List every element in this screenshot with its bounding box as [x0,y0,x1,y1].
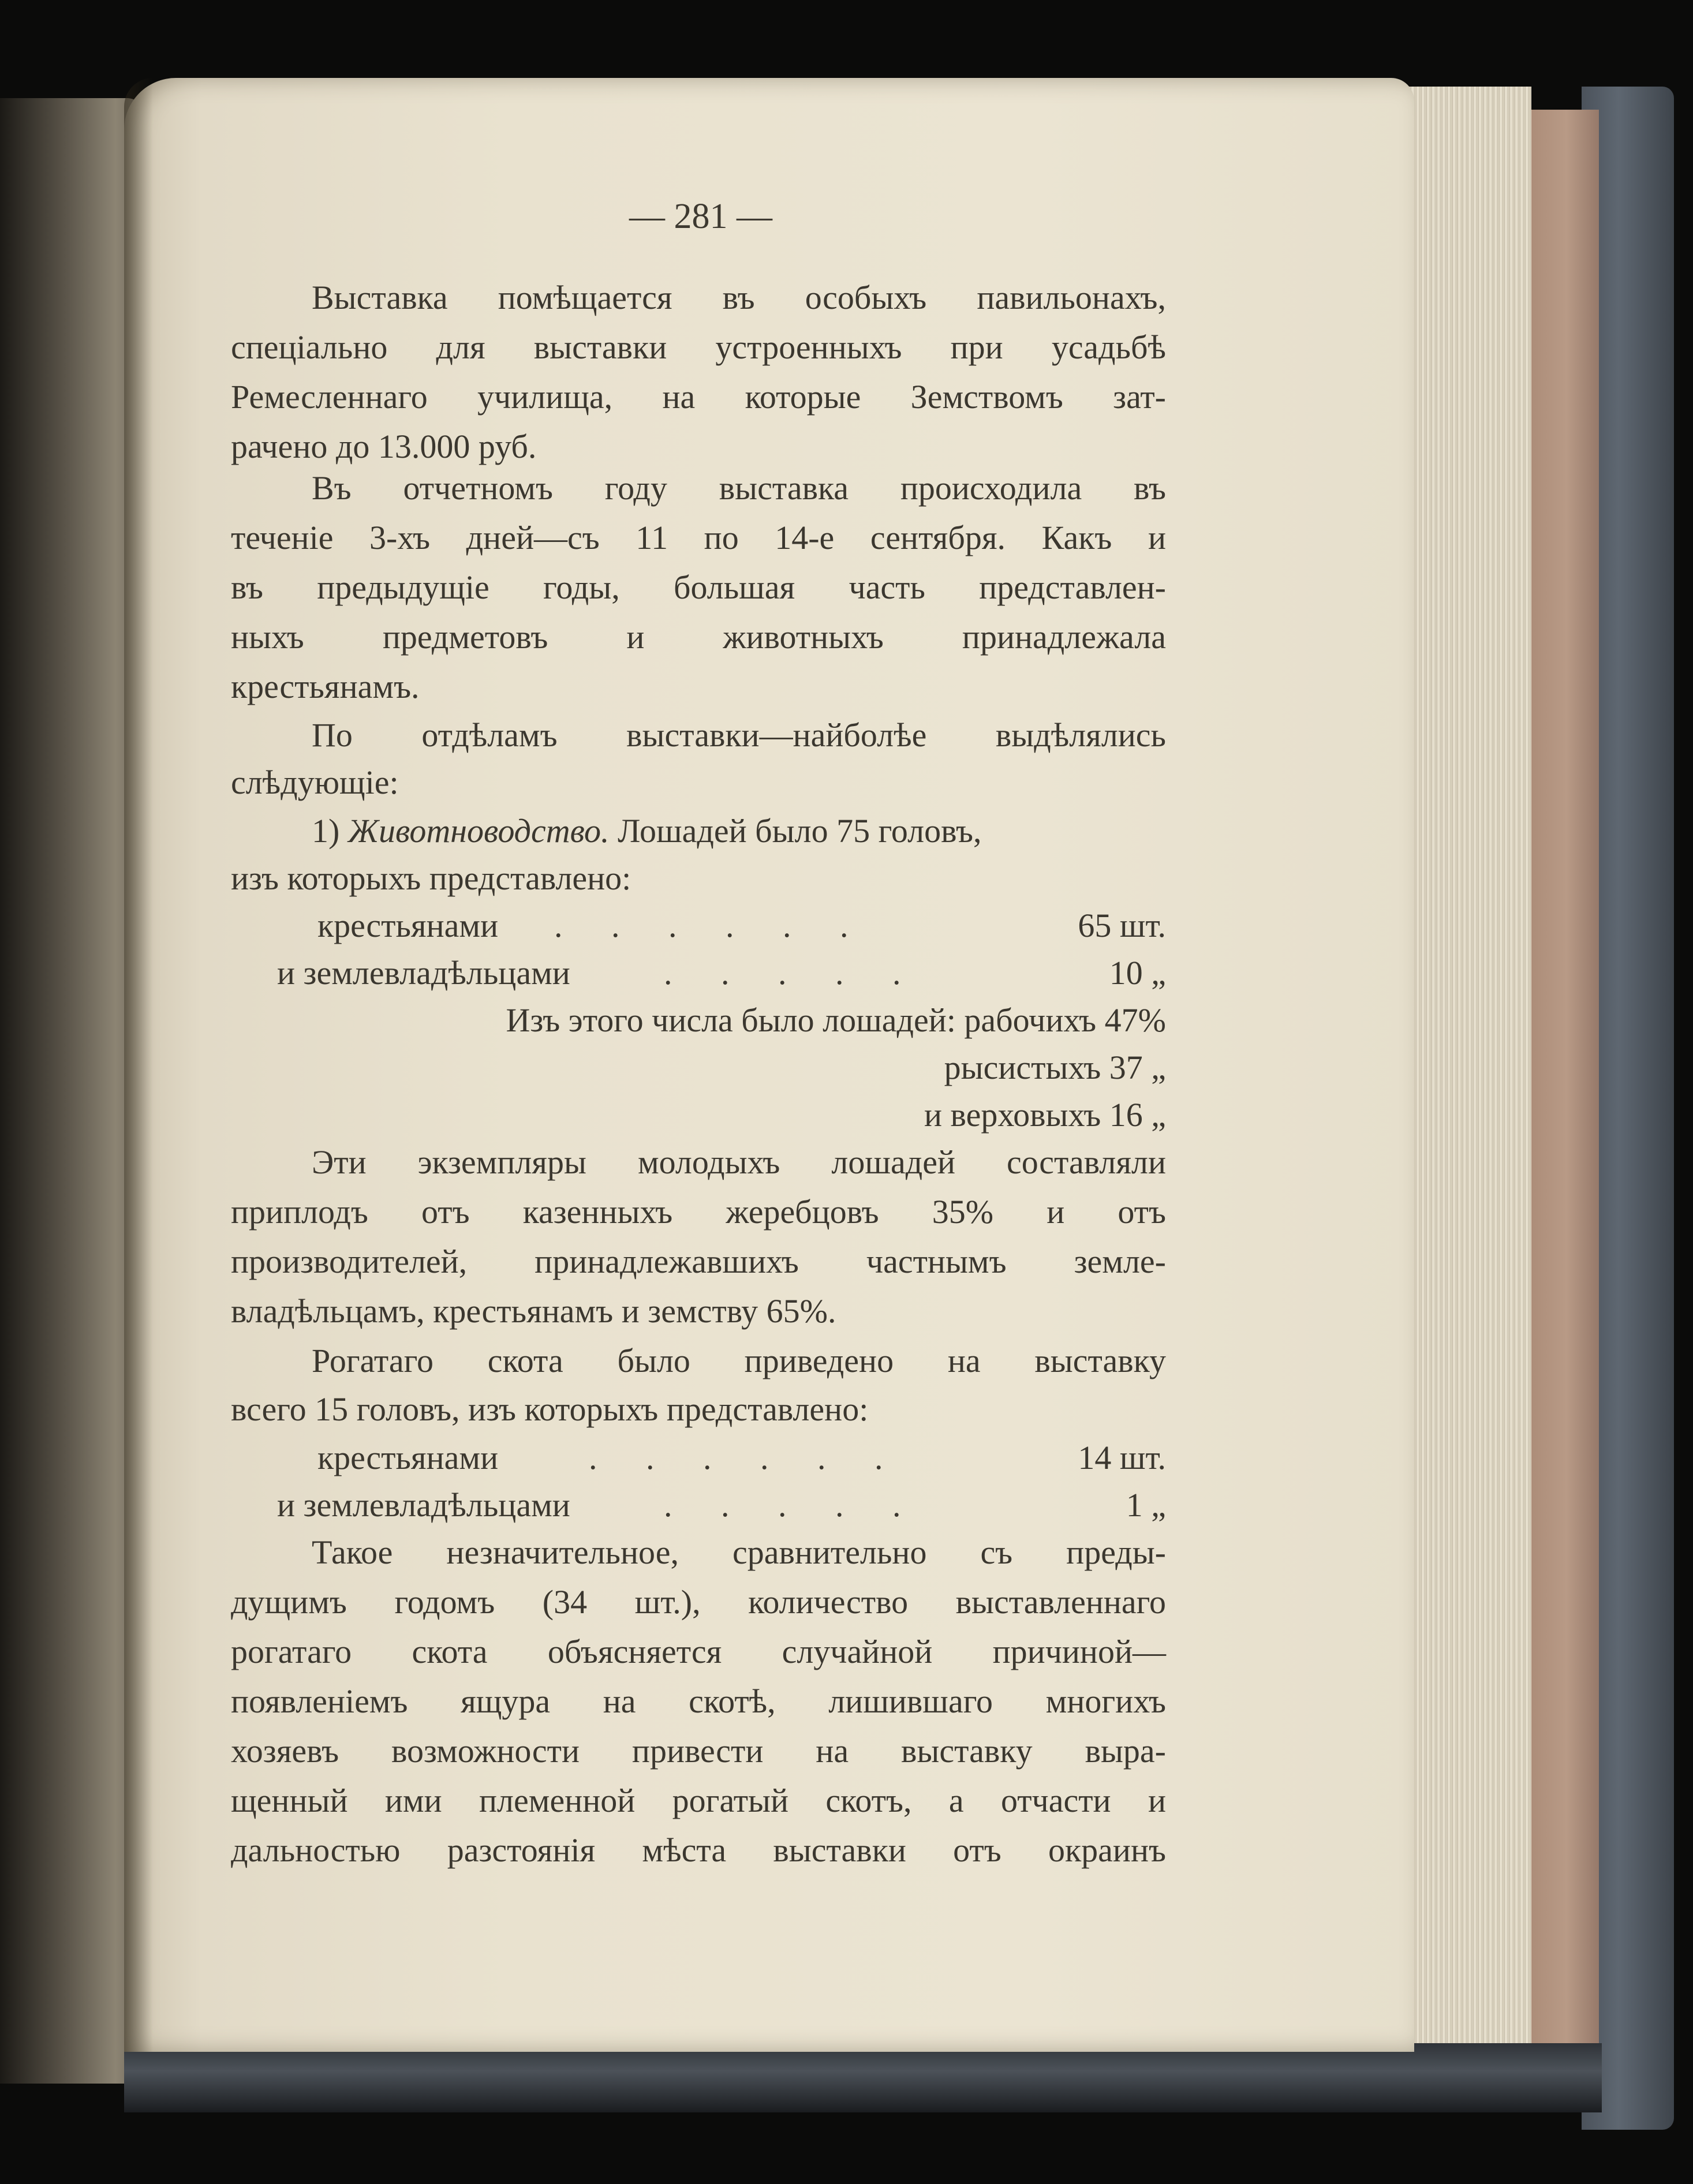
text-line: и верховыхъ 16 „ [924,1096,1166,1134]
row-value: 10 „ [1109,954,1166,992]
text-line: Изъ этого числа было лошадей: рабочихъ 47% [506,1001,1166,1039]
row-label: и землевладѣльцами [277,1486,570,1524]
section-title-livestock: Животноводство. [347,812,610,850]
section-heading-line [231,810,1166,852]
text-line: владѣльцамъ, крестьянамъ и земству 65%. [231,1292,836,1330]
text-line: слѣдующіе: [231,764,399,801]
text-line: По отдѣламъ выставки—найболѣе выдѣлялись [312,716,1166,754]
leader-dots: . . . . . [664,1486,901,1524]
text-line: Въ отчетномъ году выставка происходила въ [312,469,1166,507]
page-gutter-shadow [124,78,153,2052]
text-line: хозяевъ возможности привести на выставку выра- [231,1732,1166,1770]
page-block-edges [1396,87,1531,2055]
text-line: производителей, принадлежавшихъ частнымъ земле- [231,1243,1166,1280]
text-line: Такое незначительное, сравнительно съ преды- [312,1534,1166,1571]
previous-page-edge [0,98,144,2084]
text-line: спеціально для выставки устроенныхъ при усадьбѣ [231,328,1166,366]
leader-dots: . . . . . . [554,907,849,944]
text-line: изъ которыхъ представлено: [231,859,631,897]
row-value: 14 шт. [1078,1439,1166,1476]
book-bottom-edge [124,2043,1602,2112]
row-label: крестьянами [317,1439,499,1476]
row-label: и землевладѣльцами [277,954,570,992]
text-line: Выставка помѣщается въ особыхъ павильонахъ, [312,279,1166,316]
text-line: ныхъ предметовъ и животныхъ принадлежала [231,618,1166,656]
text-line: приплодъ отъ казенныхъ жеребцовъ 35% и отъ [231,1193,1166,1231]
text-inline: Лошадей было 75 головъ, [618,812,982,850]
text-line: теченіе 3-хъ дней—съ 11 по 14-е сентября. Какъ и [231,519,1166,556]
text-line: рачено до 13.000 руб. [231,428,537,465]
row-value: 65 шт. [1078,907,1166,944]
text-line: рысистыхъ 37 „ [944,1049,1166,1086]
leader-dots: . . . . . . [589,1439,883,1476]
text-line: Эти экземпляры молодыхъ лошадей составляли [312,1143,1166,1181]
row-value: 1 „ [1126,1486,1166,1524]
text-line: рогатаго скота объясняется случайной причиной— [231,1633,1166,1670]
text-line: появленіемъ ящура на скотѣ, лишившаго многихъ [231,1682,1166,1720]
text-line: Ремесленнаго училища, на которые Земствомъ зат- [231,378,1166,416]
page-number: — 281 — [629,197,772,236]
text-line: всего 15 головъ, изъ которыхъ представлено: [231,1390,869,1428]
text-line: въ предыдущіе годы, большая часть представлен- [231,569,1166,606]
text-line: дальностью разстоянія мѣста выставки отъ окраинъ [231,1831,1166,1869]
text-line: Рогатаго скота было приведено на выставку [312,1342,1166,1379]
text-line: крестьянамъ. [231,668,420,705]
text-line: дущимъ годомъ (34 шт.), количество выставленнаго [231,1583,1166,1621]
text-line: щенный ими племенной рогатый скотъ, а отчасти и [231,1782,1166,1819]
leader-dots: . . . . . [664,954,901,992]
row-label: крестьянами [317,907,499,944]
list-number: 1) [312,812,340,850]
